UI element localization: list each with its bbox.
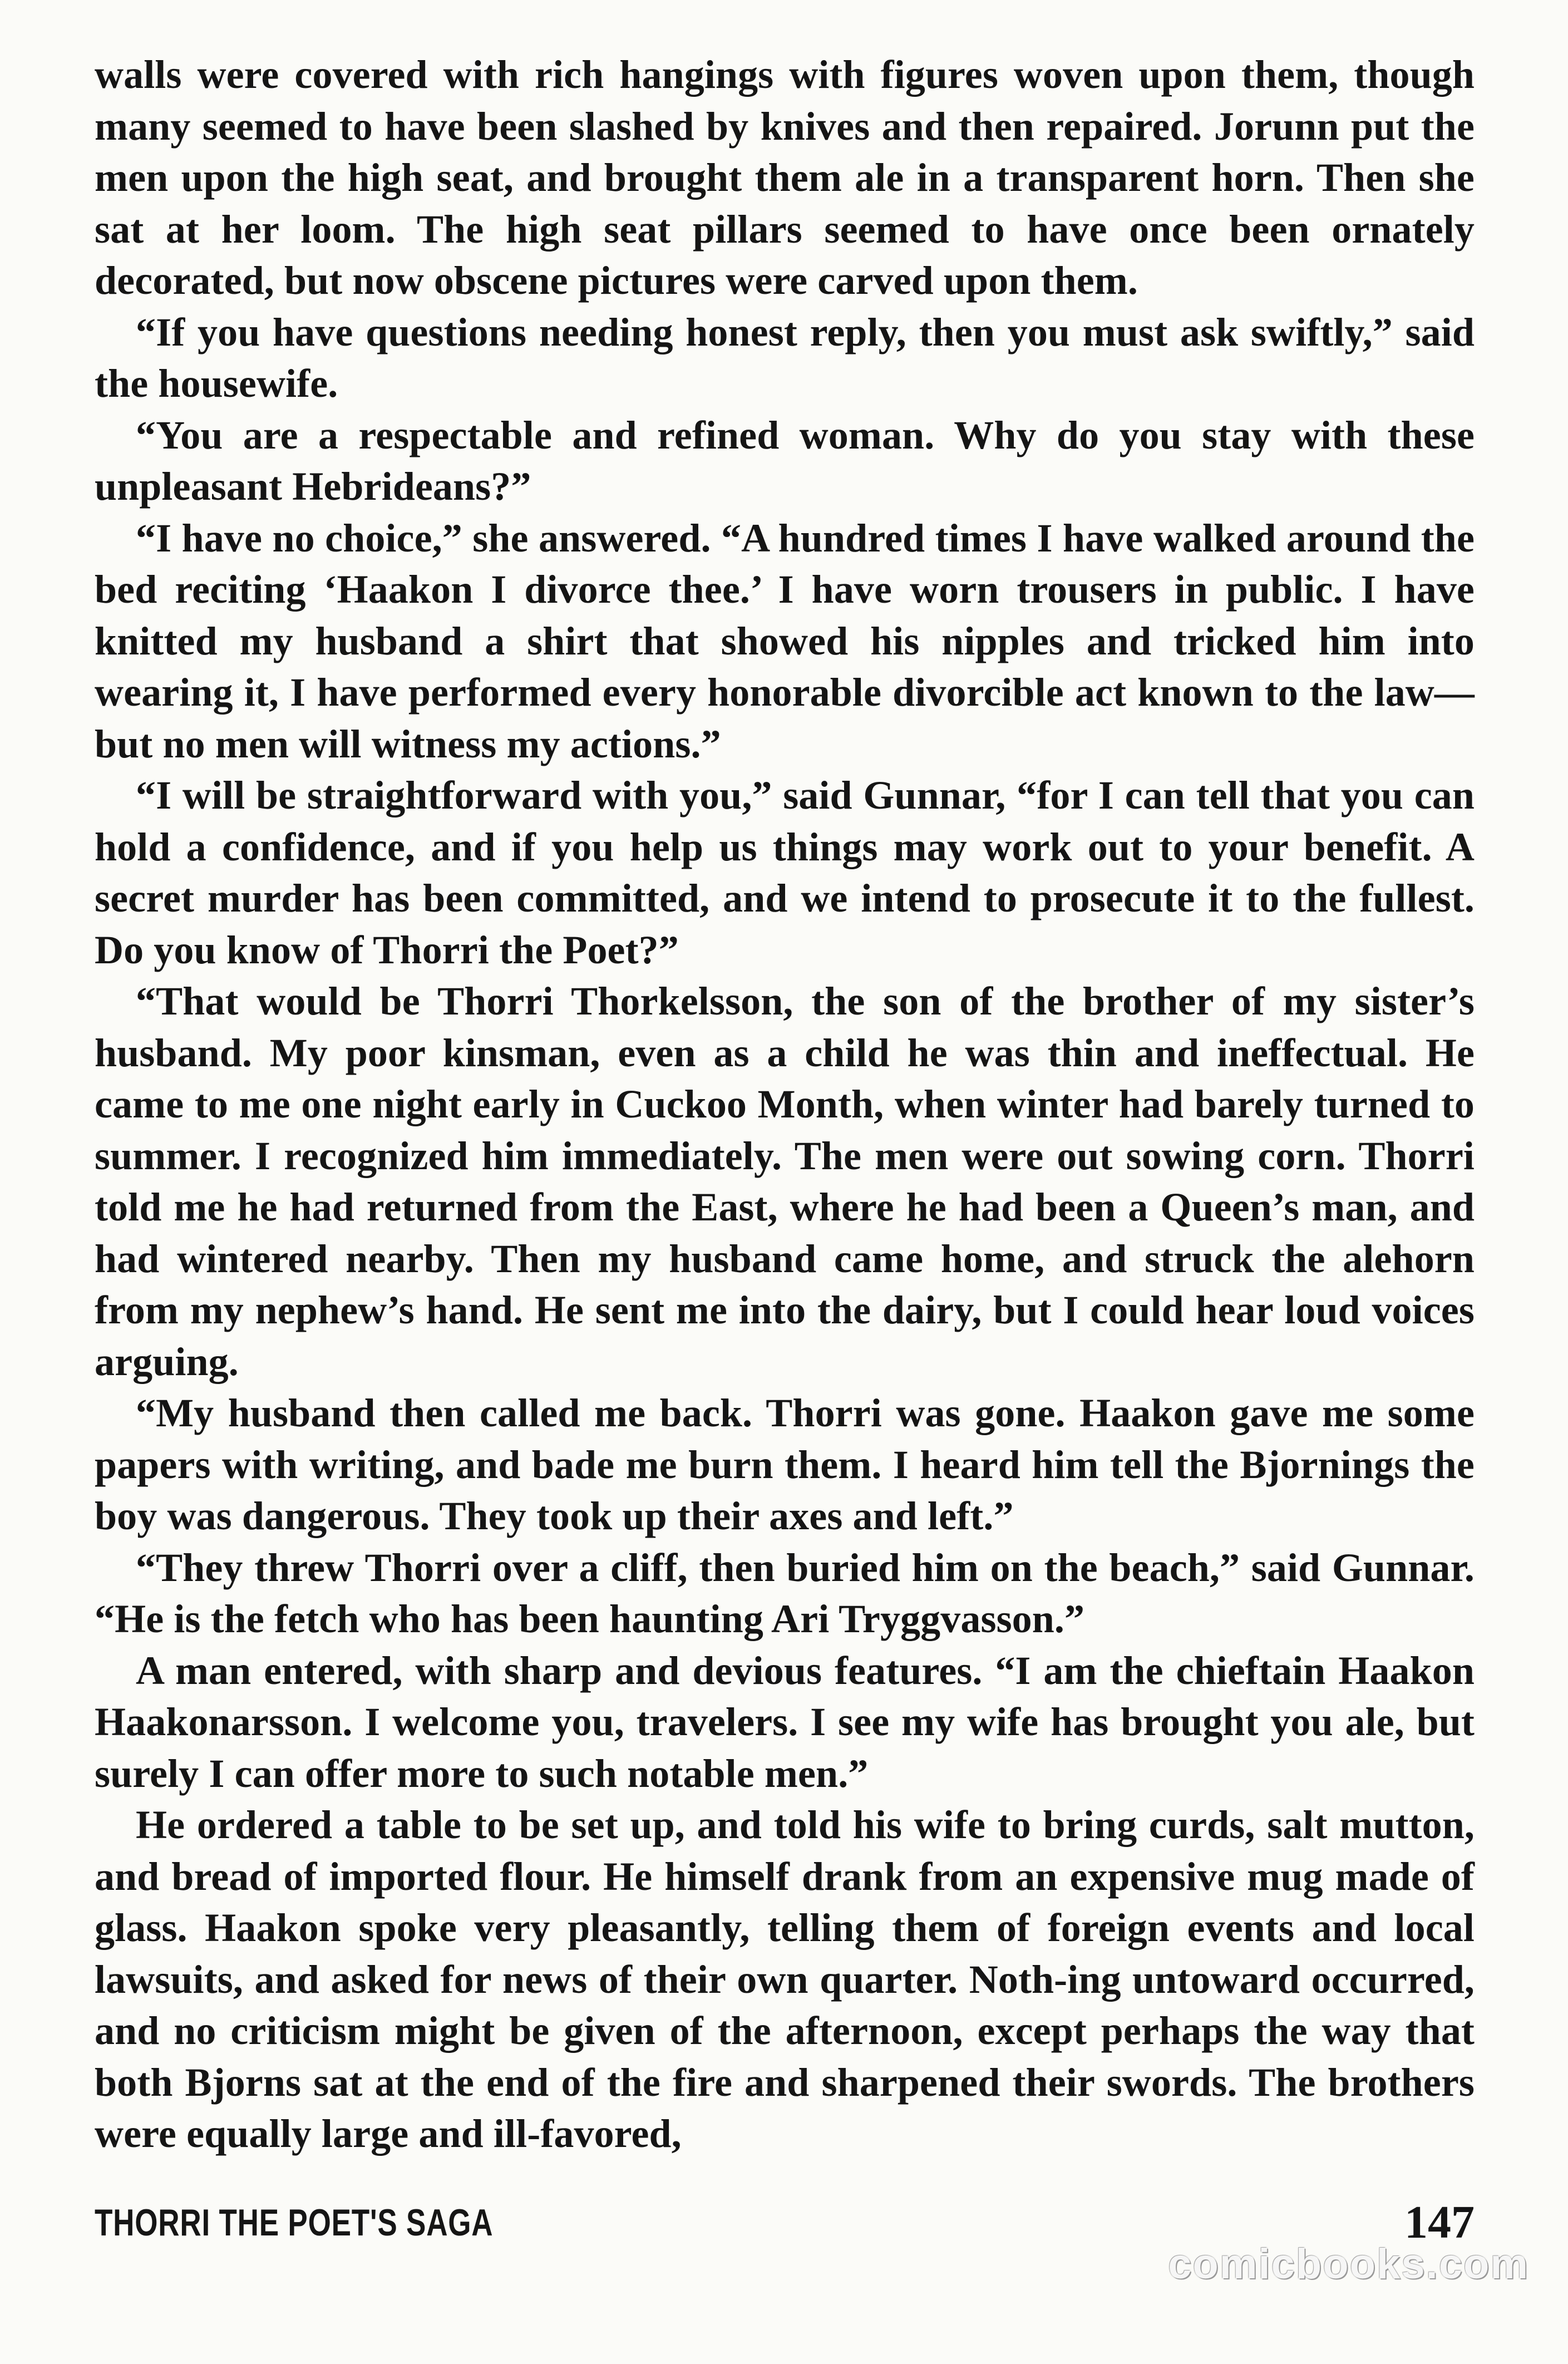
paragraph-6: “That would be Thorri Thorkelsson, the son of the brother of my sister’s husband. My poor kinsman, even as a child he was thin and ineffectual. He came to me one night early in Cuckoo Month, when winter had barely turned to summer. I recognized him immediately. The men were out sowing corn. Thorri told me he had returned from the East, where he had been a Queen’s man, and had wintered nearby. Then my husband came home, and struck the alehorn from my nephew’s hand. He sent me into the dairy, but I could hear loud voices arguing. xyxy=(95,979,1475,1384)
watermark-text: comicbooks.com xyxy=(1168,2240,1529,2288)
paragraph-4: “I have no choice,” she answered. “A hundred times I have walked around the bed reciting ‘Haakon I divorce thee.’ I have worn trousers in public. I have knitted my husband a shirt that showed his nipples and tricked him into wearing it, I have performed every honorable divorcible act known to the law—but no men will witness my actions.” xyxy=(95,515,1475,766)
paragraph-8: “They threw Thorri over a cliff, then buried him on the beach,” said Gunnar. “He is the fetch who has been haunting Ari Tryggvasson.” xyxy=(95,1545,1475,1641)
paragraph-10: He ordered a table to be set up, and told his wife to bring curds, salt mutton, and bread of imported flour. He himself drank from an expensive mug made of glass. Haakon spoke very pleasantly, telling them of foreign events and local lawsuits, and asked for news of their own quarter. Noth-ing untoward occurred, and no criticism might be given of the afternoon, except perhaps the way that both Bjorns sat at the end of the fire and sharpened their swords. The brothers were equally large and ill-favored, xyxy=(95,1802,1475,2156)
paragraph-1: walls were covered with rich hangings with figures woven upon them, though many seemed to have been slashed by knives and then repaired. Jorunn put the men upon the high seat, and brought them ale in a transparent horn. Then she sat at her loom. The high seat pillars seemed to have once been ornately decorated, but now obscene pictures were carved upon them. xyxy=(95,52,1475,303)
paragraph-7: “My husband then called me back. Thorri was gone. Haakon gave me some papers with writing, and bade me burn them. I heard him tell the Bjornings the boy was dangerous. They took up their axes and left.” xyxy=(95,1391,1475,1538)
paragraph-2: “If you have questions needing honest reply, then you must ask swiftly,” said the housewife. xyxy=(95,309,1475,406)
paragraph-3: “You are a respectable and refined woman. Why do you stay with these unpleasant Hebrideans?” xyxy=(95,412,1475,509)
running-title: THORRI THE POET'S SAGA xyxy=(95,2202,494,2244)
paragraph-5: “I will be straightforward with you,” said Gunnar, “for I can tell that you can hold a confidence, and if you help us things may work out to your benefit. A secret murder has been committed, and we intend to prosecute it to the fullest. Do you know of Thorri the Poet?” xyxy=(95,773,1475,972)
paragraph-9: A man entered, with sharp and devious features. “I am the chieftain Haakon Haakonarsson. I welcome you, travelers. I see my wife has brought you ale, but surely I can offer more to such notable men.” xyxy=(95,1648,1475,1796)
page-number: 147 xyxy=(1404,2196,1475,2248)
body-text xyxy=(95,49,1475,2160)
